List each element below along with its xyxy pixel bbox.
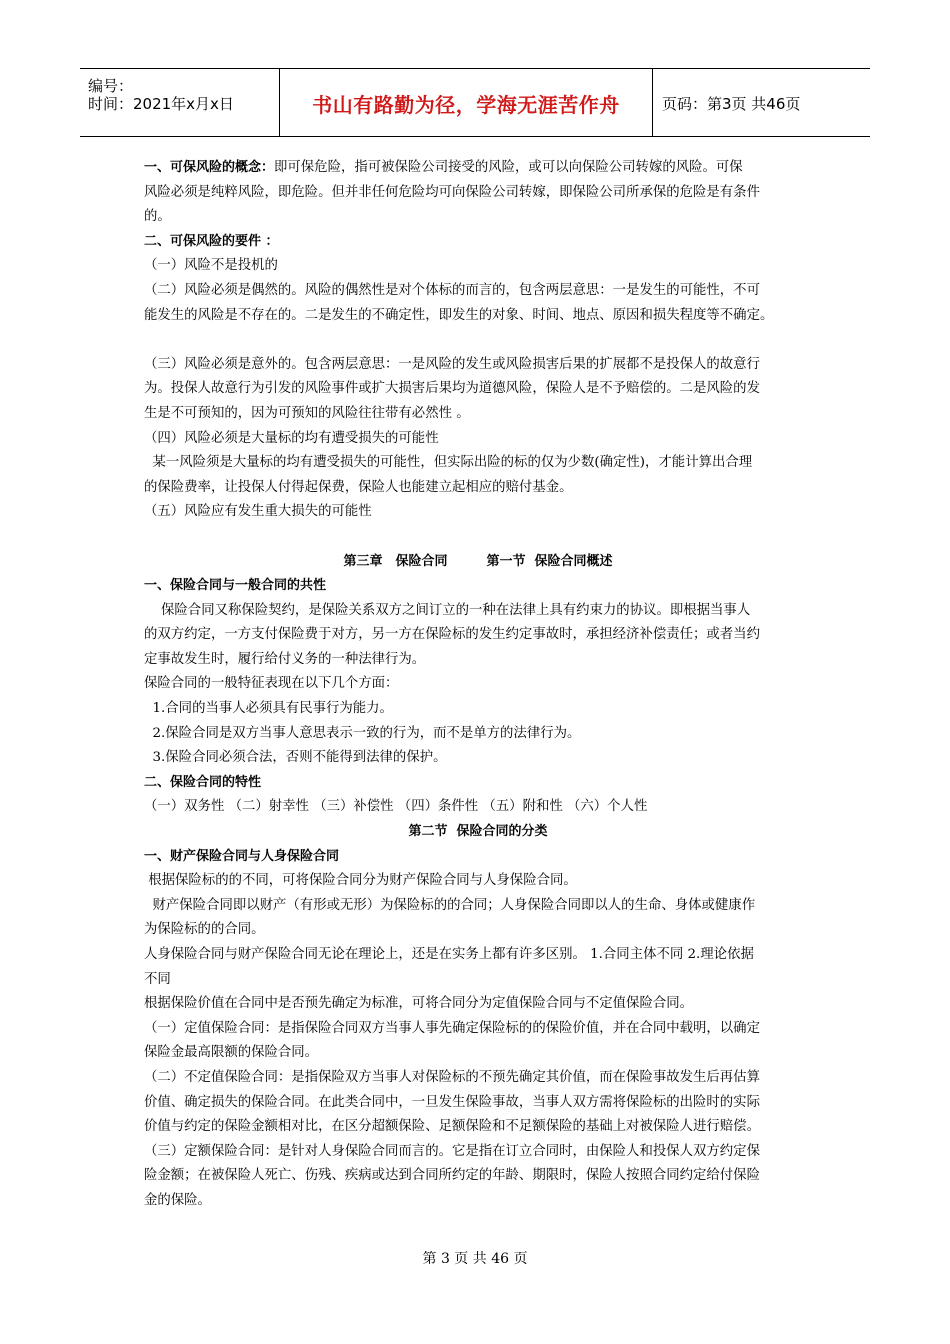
text-line: 根据保险标的的不同，可将保险合同分为财产保险合同与人身保险合同。 bbox=[144, 873, 577, 889]
text-line: 保险合同又称保险契约，是保险关系双方之间订立的一种在法律上具有约束力的协议。即根据当事人 bbox=[144, 602, 751, 618]
text-line: 一、可保风险的概念：即可保危险，指可被保险公司接受的风险，或可以向保险公司转嫁的风险。可保 bbox=[144, 160, 743, 175]
text-line: （三）风险必须是意外的。包含两层意思：一是风险的发生或风险损害后果的扩展都不是投保人的故意行 bbox=[144, 356, 760, 372]
doc-date: 时间：2021年x月x日 bbox=[88, 95, 234, 113]
section-heading: 一、保险合同与一般合同的共性 bbox=[144, 578, 327, 594]
text-line: （五）风险应有发生重大损失的可能性 bbox=[144, 504, 372, 520]
text-line: 2.保险合同是双方当事人意思表示一致的行为，而不是单方的法律行为。 bbox=[144, 725, 581, 741]
text-line: 金的保险。 bbox=[144, 1192, 211, 1208]
text-line: （一）风险不是投机的 bbox=[144, 258, 278, 274]
text-line: 的。 bbox=[144, 209, 171, 225]
text-line: （三）定额保险合同：是针对人身保险合同而言的。它是指在订立合同时，由保险人和投保人双方约定保 bbox=[144, 1143, 760, 1159]
text-line: （二）不定值保险合同：是指保险双方当事人对保险标的不预先确定其价值，而在保险事故发生后再估算 bbox=[144, 1069, 760, 1085]
header-info-cell bbox=[80, 69, 278, 136]
text-line: 保险金最高限额的保险合同。 bbox=[144, 1045, 319, 1061]
text-line: 生是不可预知的，因为可预知的风险往往带有必然性 。 bbox=[144, 405, 470, 421]
section-heading: 一、财产保险合同与人身保险合同 bbox=[144, 848, 340, 864]
page-header bbox=[80, 68, 870, 137]
text-line: 险金额；在被保险人死亡、伤残、疾病或达到合同所约定的年龄、期限时，保险人按照合同约定给付保险 bbox=[144, 1168, 760, 1184]
text-line: 根据保险价值在合同中是否预先确定为标准，可将合同分为定值保险合同与不定值保险合同。 bbox=[144, 996, 694, 1012]
section-heading: 二、可保风险的要件 ： bbox=[144, 233, 279, 249]
text-line: 不同 bbox=[144, 971, 171, 987]
text-line: （一）定值保险合同：是指保险合同双方当事人事先确定保险标的的保险价值，并在合同中载明，以确定 bbox=[144, 1020, 760, 1036]
text-line: 能发生的风险是不存在的。二是发生的不确定性，即发生的对象、时间、地点、原因和损失程度等不确定。 bbox=[144, 307, 774, 323]
text-line: （二）风险必须是偶然的。风险的偶然性是对个体标的而言的，包含两层意思：一是发生的可能性，不可 bbox=[144, 282, 760, 298]
inline-heading: 一、可保风险的概念： bbox=[144, 160, 275, 175]
text-line: 某一风险须是大量标的均有遭受损失的可能性，但实际出险的标的仅为少数(确定性)，才能计算出合理 bbox=[144, 455, 753, 471]
text-line: 价值、确定损失的保险合同。在此类合同中，一旦发生保险事故，当事人双方需将保险标的出险时的实际 bbox=[144, 1094, 760, 1110]
text-line: 保险合同的一般特征表现在以下几个方面： bbox=[144, 676, 399, 692]
header-page-number: 页码：第3页 共46页 bbox=[662, 95, 801, 113]
text-line: （四）风险必须是大量标的均有遭受损失的可能性 bbox=[144, 430, 439, 446]
page-footer: 第 3 页 共 46 页 bbox=[422, 1251, 528, 1267]
text-line: （一）双务性 （二）射幸性 （三）补偿性 （四）条件性 （五）附和性 （六）个人性 bbox=[144, 799, 648, 815]
text-line: 价值与约定的保险金额相对比，在区分超额保险、足额保险和不足额保险的基础上对被保险人进行赔偿。 bbox=[144, 1119, 760, 1135]
section-heading: 第二节 保险合同的分类 bbox=[408, 824, 548, 840]
motto-text: 书山有路勤为径，学海无涯苦作舟 bbox=[312, 93, 620, 117]
section-heading: 第三章 保险合同 第一节 保险合同概述 bbox=[343, 553, 613, 569]
header-page-cell bbox=[652, 69, 870, 136]
text-line: 3.保险合同必须合法，否则不能得到法律的保护。 bbox=[144, 750, 447, 766]
text-line: 人身保险合同与财产保险合同无论在理论上，还是在实务上都有许多区别。 1.合同主体不同 2.理论依据 bbox=[144, 947, 754, 962]
text-line: 定事故发生时，履行给付义务的一种法律行为。 bbox=[144, 651, 426, 667]
text-line: 为。投保人故意行为引发的风险事件或扩大损害后果均为道德风险，保险人是不予赔偿的。二是风险的发 bbox=[144, 381, 760, 397]
text-line: 的双方约定，一方支付保险费于对方，另一方在保险标的发生约定事故时，承担经济补偿责任；或者当约 bbox=[144, 627, 760, 643]
document-body bbox=[144, 156, 812, 1214]
text-line: 为保险标的的合同。 bbox=[144, 922, 265, 938]
blank-line bbox=[144, 525, 812, 550]
text-line: 1.合同的当事人必须具有民事行为能力。 bbox=[144, 701, 393, 717]
header-motto-cell bbox=[279, 69, 653, 136]
blank-line bbox=[144, 328, 812, 353]
text-line: 的保险费率，让投保人付得起保费，保险人也能建立起相应的赔付基金。 bbox=[144, 479, 573, 495]
text-line: 财产保险合同即以财产（有形或无形）为保险标的的合同；人身保险合同即以人的生命、身体或健康作 bbox=[144, 897, 756, 913]
section-heading: 二、保险合同的特性 bbox=[144, 774, 262, 790]
text-line: 风险必须是纯粹风险，即危险。但并非任何危险均可向保险公司转嫁，即保险公司所承保的危险是有条件 bbox=[144, 184, 760, 200]
doc-number: 编号： bbox=[88, 77, 134, 95]
